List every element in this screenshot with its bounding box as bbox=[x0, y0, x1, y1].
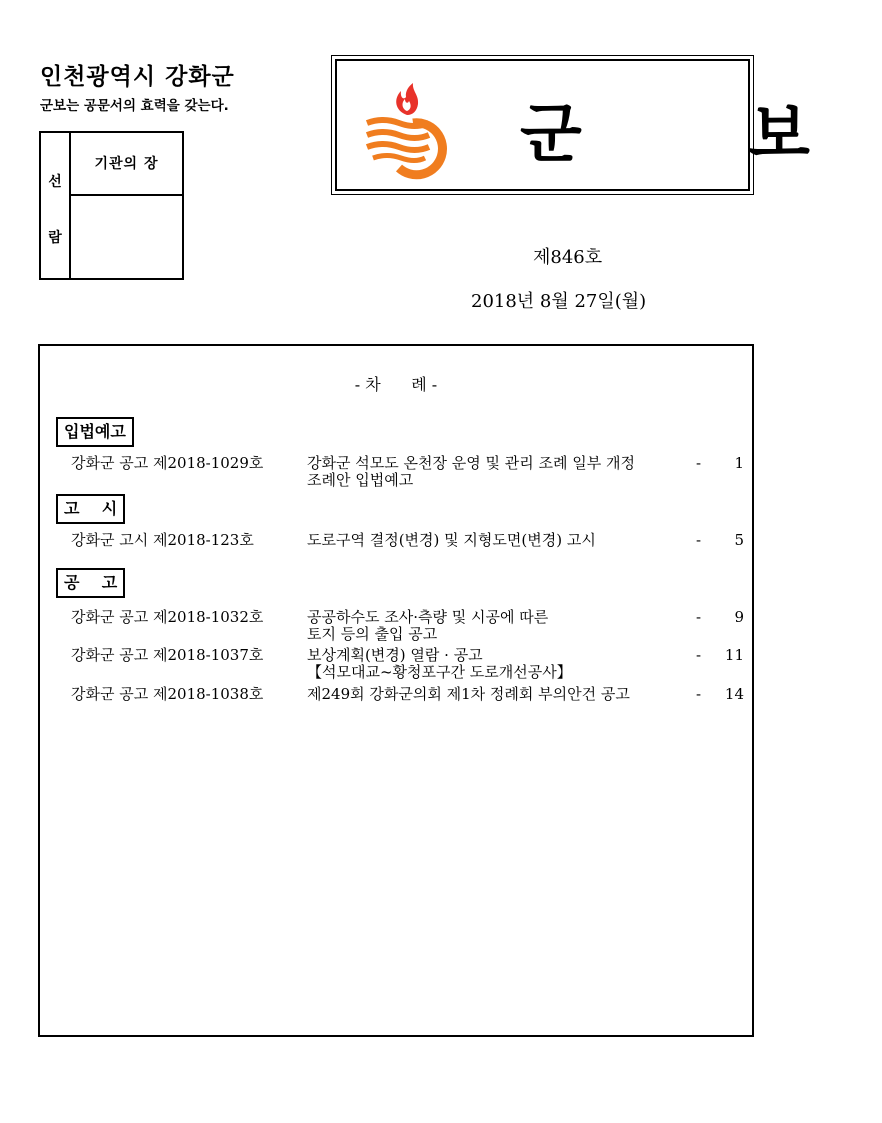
issue-date: 2018년 8월 27일(월) bbox=[471, 291, 647, 312]
section-label-legislative-notice: 입법예고 bbox=[56, 417, 134, 447]
toc-entry-title bbox=[307, 609, 707, 643]
toc-entry-page: 14 bbox=[724, 685, 744, 703]
toc-entry-title-line: 【석모대교~황청포구간 도로개선공사】 bbox=[307, 663, 572, 681]
masthead bbox=[331, 55, 882, 195]
toc-entry-org: 강화군 공고 제2018-1032호 bbox=[71, 608, 264, 626]
toc-entry-title-line: 보상계획(변경) 열람 · 공고 bbox=[307, 646, 483, 664]
toc-entry-title-line: 도로구역 결정(변경) 및 지형도면(변경) 고시 bbox=[307, 531, 596, 549]
table-of-contents bbox=[38, 344, 754, 1037]
toc-entry-title bbox=[307, 686, 707, 703]
toc-entry-page: 5 bbox=[734, 531, 744, 549]
toc-entry-dash: - bbox=[696, 531, 702, 549]
toc-entry-dash: - bbox=[696, 685, 702, 703]
toc-entry-title-line: 제249회 강화군의회 제1차 정례회 부의안건 공고 bbox=[307, 685, 630, 703]
masthead-title: 군 보 bbox=[520, 98, 882, 172]
masthead-inner-frame bbox=[335, 59, 882, 191]
issue-number: 제846호 bbox=[533, 247, 603, 268]
toc-entry-dash: - bbox=[696, 646, 702, 664]
section-label-announcement: 공 고 bbox=[56, 568, 125, 598]
toc-entry-title-line: 공공하수도 조사·측량 및 시공에 따른 bbox=[307, 608, 549, 626]
toc-entry-org: 강화군 공고 제2018-1029호 bbox=[71, 454, 264, 472]
toc-entry-title-line: 토지 등의 출입 공고 bbox=[307, 625, 438, 643]
toc-entry-title bbox=[307, 647, 707, 681]
toc-entry-title-line: 조례안 입법예고 bbox=[307, 471, 414, 489]
distribution-recipient: 기관의 장 bbox=[94, 156, 159, 172]
distribution-label-char: 선 bbox=[48, 174, 62, 190]
publisher-title: 인천광역시 강화군 bbox=[40, 64, 235, 90]
toc-heading: - 차 례 - bbox=[354, 375, 438, 394]
section-label-public-notification: 고 시 bbox=[56, 494, 125, 524]
toc-entry-page: 11 bbox=[724, 646, 744, 664]
distribution-label bbox=[41, 133, 71, 278]
ganghwa-county-emblem-icon bbox=[363, 83, 447, 171]
toc-entry-dash: - bbox=[696, 608, 702, 626]
toc-entry-title bbox=[307, 532, 707, 549]
toc-entry-org: 강화군 공고 제2018-1037호 bbox=[71, 646, 264, 664]
publisher-subtitle: 군보는 공문서의 효력을 갖는다. bbox=[40, 98, 229, 114]
toc-entry-page: 9 bbox=[734, 608, 744, 626]
toc-entry-org: 강화군 고시 제2018-123호 bbox=[71, 531, 254, 549]
toc-entry-dash: - bbox=[696, 454, 702, 472]
toc-entry-org: 강화군 공고 제2018-1038호 bbox=[71, 685, 264, 703]
distribution-label-char: 람 bbox=[48, 230, 62, 246]
toc-entry-title bbox=[307, 455, 707, 489]
toc-entry-page: 1 bbox=[734, 454, 744, 472]
distribution-box bbox=[39, 131, 184, 280]
toc-entry-title-line: 강화군 석모도 온천장 운영 및 관리 조례 일부 개정 bbox=[307, 454, 635, 472]
distribution-recipient-cell bbox=[71, 133, 182, 196]
